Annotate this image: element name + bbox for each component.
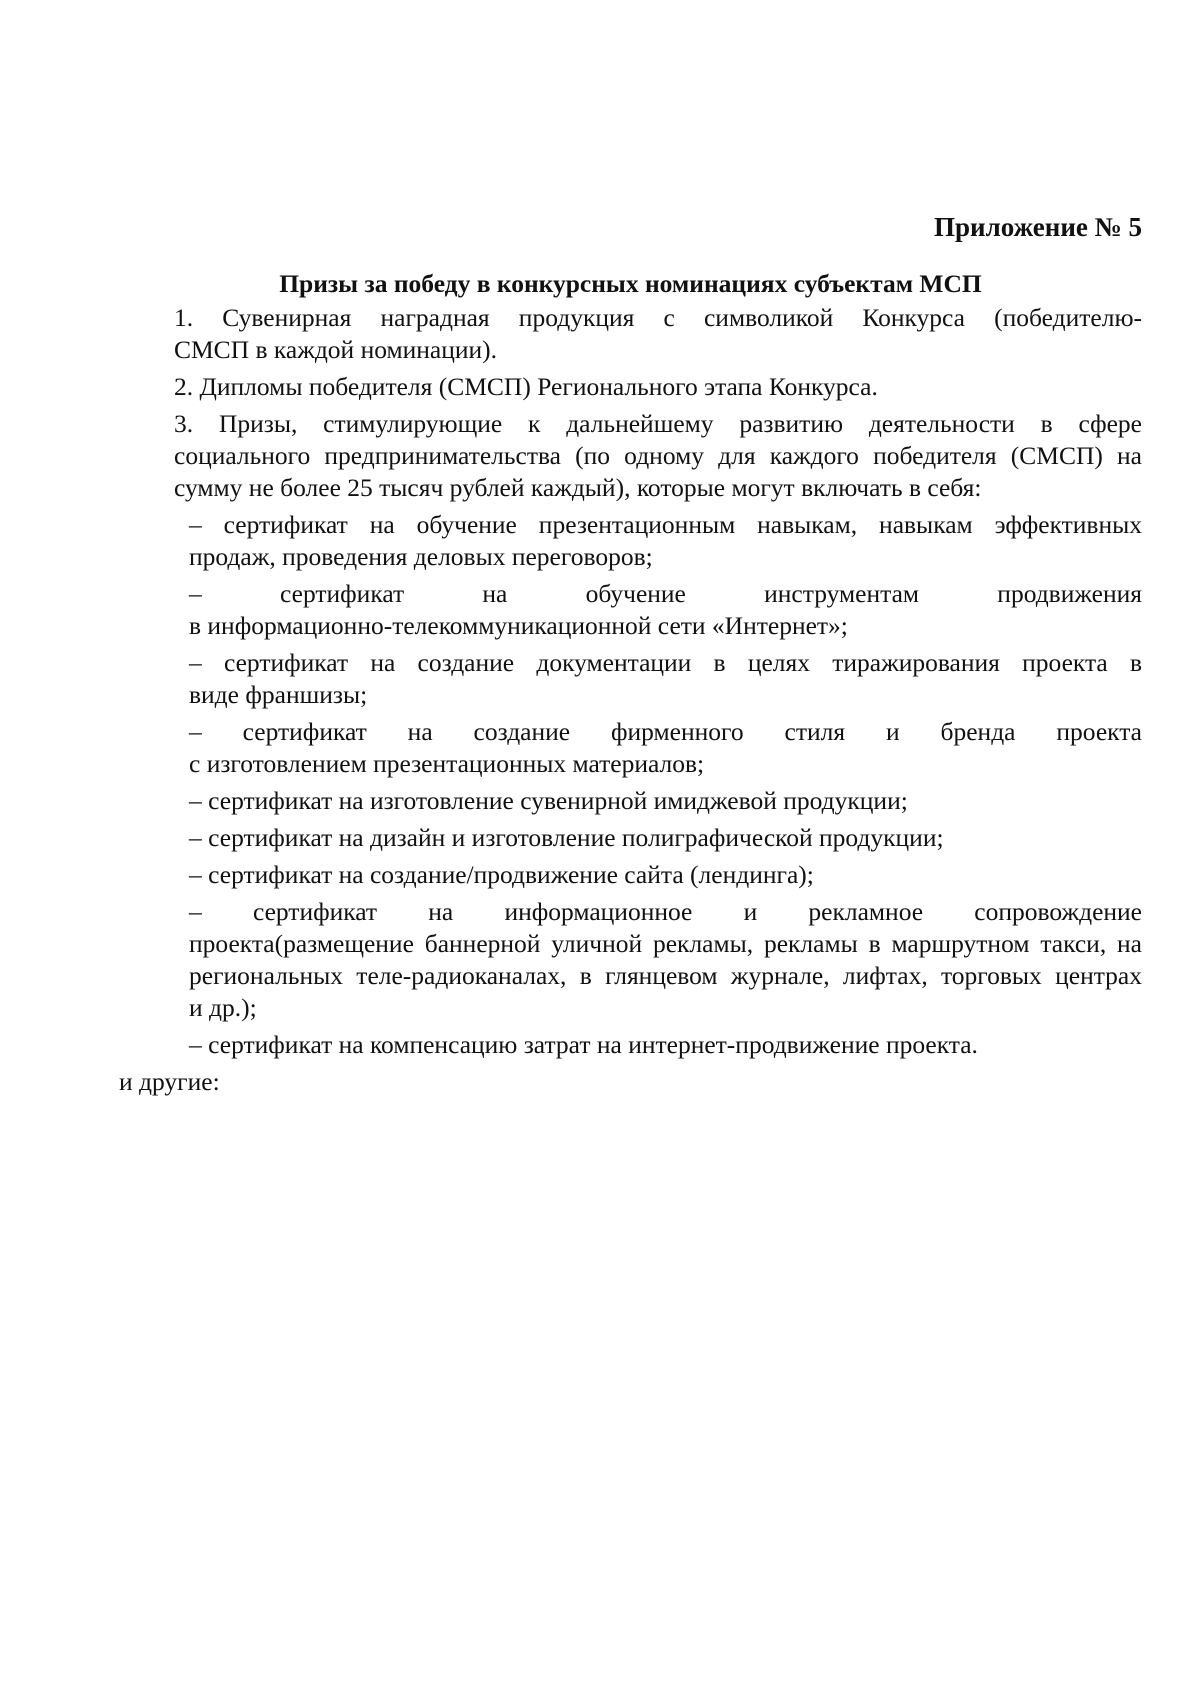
list-item-1-line-2: СМСП в каждой номинации). bbox=[174, 335, 498, 364]
list-item-3-line-1: 3. Призы, стимулирующие к дальнейшему развитию деятельности в сфере bbox=[174, 409, 1142, 438]
certificate-list bbox=[119, 509, 1142, 1061]
certificate-item-7-line-1: – сертификат на создание/продвижение сайта (лендинга); bbox=[189, 860, 814, 889]
list-item-1 bbox=[119, 302, 1142, 366]
certificate-item-6 bbox=[119, 822, 1142, 854]
list-item-3 bbox=[119, 408, 1142, 504]
certificate-item-3-line-1: – сертификат на создание документации в целях тиражирования проекта в bbox=[189, 648, 1142, 677]
certificate-item-6-line-1: – сертификат на дизайн и изготовление полиграфической продукции; bbox=[189, 823, 944, 852]
annex-label: Приложение № 5 bbox=[934, 212, 1142, 242]
list-item-3-line-3: сумму не более 25 тысяч рублей каждый), которые могут включать в себя: bbox=[174, 473, 982, 502]
list-item-1-line-1: 1. Сувенирная наградная продукция с символикой Конкурса (победителю- bbox=[174, 303, 1142, 332]
closing-text: и другие: bbox=[119, 1067, 220, 1096]
certificate-item-9-line-1: – сертификат на компенсацию затрат на интернет-продвижение проекта. bbox=[189, 1030, 978, 1059]
list-item-3-line-2: социального предпринимательства (по одному для каждого победителя (СМСП) на bbox=[174, 441, 1142, 470]
certificate-item-2-line-2: в информационно-телекоммуникационной сети «Интернет»; bbox=[189, 611, 848, 640]
list-item-2-line-1: 2. Дипломы победителя (СМСП) Регионального этапа Конкурса. bbox=[174, 372, 878, 401]
certificate-item-9 bbox=[119, 1029, 1142, 1061]
certificate-item-1-line-1: – сертификат на обучение презентационным навыкам, навыкам эффективных bbox=[189, 510, 1142, 539]
document-title: Призы за победу в конкурсных номинациях субъектам МСП bbox=[279, 269, 982, 298]
certificate-item-8 bbox=[119, 896, 1142, 1024]
certificate-item-8-line-3: региональных теле-радиоканалах, в глянцевом журнале, лифтах, торговых центрах bbox=[189, 961, 1142, 990]
document-page bbox=[119, 210, 1142, 1098]
certificate-item-2-line-1: – сертификат на обучение инструментам продвижения bbox=[189, 579, 1142, 608]
certificate-item-2 bbox=[119, 578, 1142, 642]
numbered-list bbox=[119, 302, 1142, 504]
certificate-item-4-line-2: с изготовлением презентационных материалов; bbox=[189, 749, 705, 778]
certificate-item-1-line-2: продаж, проведения деловых переговоров; bbox=[189, 542, 653, 571]
certificate-item-8-line-1: – сертификат на информационное и рекламное сопровождение bbox=[189, 897, 1142, 926]
certificate-item-4 bbox=[119, 716, 1142, 780]
certificate-item-5-line-1: – сертификат на изготовление сувенирной имиджевой продукции; bbox=[189, 786, 908, 815]
certificate-item-3 bbox=[119, 647, 1142, 711]
list-item-2 bbox=[119, 371, 1142, 403]
certificate-item-3-line-2: виде франшизы; bbox=[189, 680, 368, 709]
certificate-item-1 bbox=[119, 509, 1142, 573]
certificate-item-7 bbox=[119, 859, 1142, 891]
certificate-item-5 bbox=[119, 785, 1142, 817]
certificate-item-8-line-2: проекта(размещение баннерной уличной рекламы, рекламы в маршрутном такси, на bbox=[189, 929, 1142, 958]
certificate-item-8-line-4: и др.); bbox=[189, 993, 257, 1022]
certificate-item-4-line-1: – сертификат на создание фирменного стиля и бренда проекта bbox=[189, 717, 1142, 746]
